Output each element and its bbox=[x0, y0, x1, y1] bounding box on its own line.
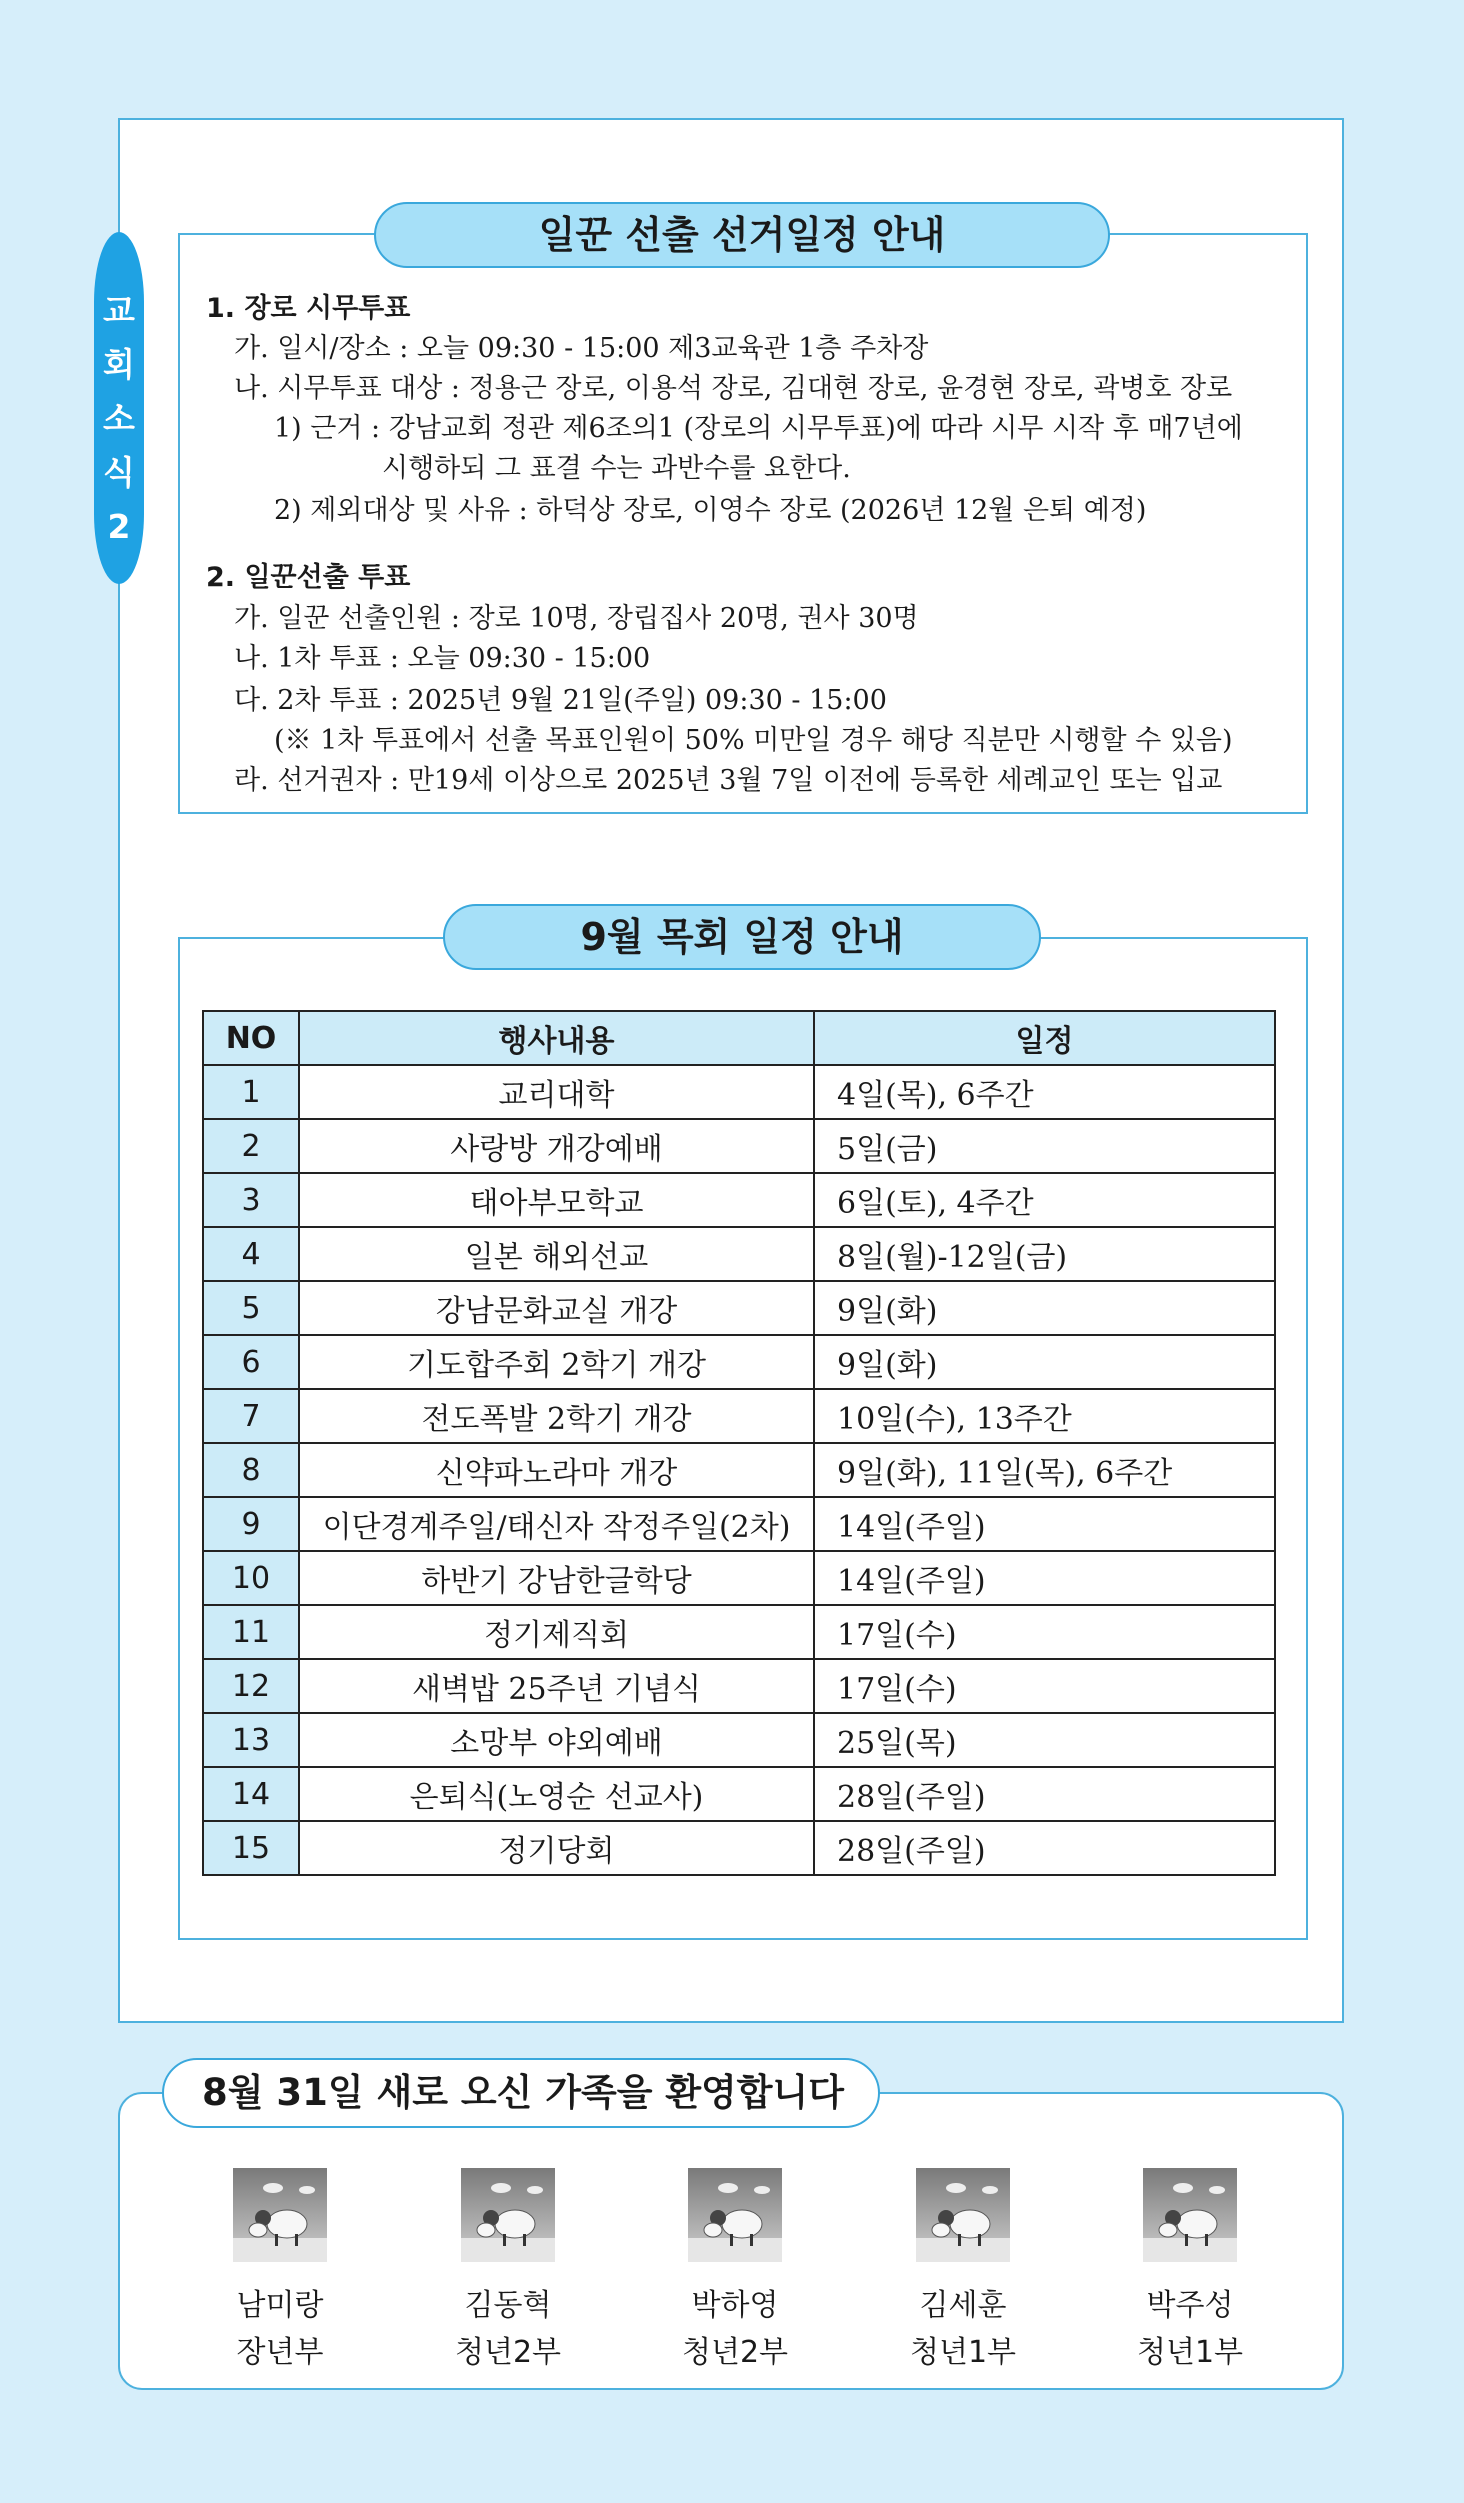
row-date: 14일(주일) bbox=[814, 1497, 1275, 1551]
table-row bbox=[203, 1227, 1275, 1281]
row-no: 10 bbox=[203, 1551, 299, 1605]
row-event: 태아부모학교 bbox=[299, 1173, 814, 1227]
side-tab-char: 2 bbox=[107, 507, 131, 546]
person-name: 김동혁 bbox=[464, 2288, 552, 2323]
election-line: 2) 제외대상 및 사유 : 하덕상 장로, 이영수 장로 (2026년 12월 은퇴 예정) bbox=[274, 495, 1147, 526]
row-event: 정기제직회 bbox=[299, 1605, 814, 1659]
header-date: 일정 bbox=[814, 1011, 1275, 1065]
table-row bbox=[203, 1281, 1275, 1335]
welcome-person bbox=[888, 2168, 1038, 2378]
person-dept: 청년1부 bbox=[1136, 2335, 1244, 2370]
table-row bbox=[203, 1767, 1275, 1821]
row-date: 9일(화) bbox=[814, 1281, 1275, 1335]
row-date: 4일(목), 6주간 bbox=[814, 1065, 1275, 1119]
person-dept: 청년2부 bbox=[454, 2335, 562, 2370]
election-line: 나. 시무투표 대상 : 정용근 장로, 이용석 장로, 김대현 장로, 윤경현 장로, 곽병호 장로 bbox=[234, 373, 1233, 404]
row-event: 소망부 야외예배 bbox=[299, 1713, 814, 1767]
schedule-table bbox=[202, 1010, 1276, 1876]
table-row bbox=[203, 1119, 1275, 1173]
header-event: 행사내용 bbox=[299, 1011, 814, 1065]
table-row bbox=[203, 1659, 1275, 1713]
row-event: 일본 해외선교 bbox=[299, 1227, 814, 1281]
row-no: 3 bbox=[203, 1173, 299, 1227]
election-line: 1) 근거 : 강남교회 정관 제6조의1 (장로의 시무투표)에 따라 시무 시작 후 매7년에 bbox=[274, 413, 1243, 444]
welcome-person bbox=[1115, 2168, 1265, 2378]
welcome-person bbox=[660, 2168, 810, 2378]
sheep-icon bbox=[688, 2168, 782, 2262]
table-row bbox=[203, 1605, 1275, 1659]
row-date: 8일(월)-12일(금) bbox=[814, 1227, 1275, 1281]
welcome-title: 8월 31일 새로 오신 가족을 환영합니다 bbox=[162, 2058, 880, 2128]
row-event: 정기당회 bbox=[299, 1821, 814, 1875]
person-dept: 장년부 bbox=[236, 2335, 324, 2370]
row-no: 9 bbox=[203, 1497, 299, 1551]
row-event: 하반기 강남한글학당 bbox=[299, 1551, 814, 1605]
row-date: 17일(수) bbox=[814, 1659, 1275, 1713]
election-line: 나. 1차 투표 : 오늘 09:30 - 15:00 bbox=[234, 643, 651, 674]
table-row bbox=[203, 1335, 1275, 1389]
table-row bbox=[203, 1551, 1275, 1605]
person-name: 김세훈 bbox=[919, 2288, 1007, 2323]
welcome-person bbox=[205, 2168, 355, 2378]
person-name: 남미랑 bbox=[236, 2288, 324, 2323]
election-line: (※ 1차 투표에서 선출 목표인원이 50% 미만일 경우 해당 직분만 시행할 수 있음) bbox=[274, 725, 1233, 756]
row-date: 5일(금) bbox=[814, 1119, 1275, 1173]
row-no: 7 bbox=[203, 1389, 299, 1443]
table-row bbox=[203, 1443, 1275, 1497]
election-line: 라. 선거권자 : 만19세 이상으로 2025년 3월 7일 이전에 등록한 세례교인 또는 입교 bbox=[234, 765, 1223, 796]
row-no: 13 bbox=[203, 1713, 299, 1767]
row-no: 14 bbox=[203, 1767, 299, 1821]
person-name: 박주성 bbox=[1146, 2288, 1234, 2323]
person-name: 박하영 bbox=[691, 2288, 779, 2323]
row-event: 강남문화교실 개강 bbox=[299, 1281, 814, 1335]
sheep-icon bbox=[461, 2168, 555, 2262]
row-no: 11 bbox=[203, 1605, 299, 1659]
person-dept: 청년2부 bbox=[681, 2335, 789, 2370]
sheep-icon bbox=[1143, 2168, 1237, 2262]
election-section-1-heading: 1. 장로 시무투표 bbox=[206, 293, 411, 324]
row-event: 교리대학 bbox=[299, 1065, 814, 1119]
row-event: 전도폭발 2학기 개강 bbox=[299, 1389, 814, 1443]
row-event: 기도합주회 2학기 개강 bbox=[299, 1335, 814, 1389]
row-event: 새벽밥 25주년 기념식 bbox=[299, 1659, 814, 1713]
side-tab-char: 식 bbox=[103, 453, 135, 492]
person-dept: 청년1부 bbox=[909, 2335, 1017, 2370]
row-date: 9일(화) bbox=[814, 1335, 1275, 1389]
row-no: 15 bbox=[203, 1821, 299, 1875]
sheep-icon bbox=[233, 2168, 327, 2262]
row-date: 28일(주일) bbox=[814, 1821, 1275, 1875]
row-date: 14일(주일) bbox=[814, 1551, 1275, 1605]
row-date: 25일(목) bbox=[814, 1713, 1275, 1767]
row-no: 2 bbox=[203, 1119, 299, 1173]
row-date: 9일(화), 11일(목), 6주간 bbox=[814, 1443, 1275, 1497]
election-line: 가. 일시/장소 : 오늘 09:30 - 15:00 제3교육관 1층 주차장 bbox=[234, 333, 929, 364]
row-event: 사랑방 개강예배 bbox=[299, 1119, 814, 1173]
table-row bbox=[203, 1173, 1275, 1227]
welcome-person bbox=[433, 2168, 583, 2378]
row-no: 8 bbox=[203, 1443, 299, 1497]
row-no: 12 bbox=[203, 1659, 299, 1713]
table-row bbox=[203, 1389, 1275, 1443]
table-row bbox=[203, 1713, 1275, 1767]
table-row bbox=[203, 1497, 1275, 1551]
table-row bbox=[203, 1821, 1275, 1875]
side-tab-char: 교 bbox=[103, 291, 135, 330]
election-section-2-heading: 2. 일꾼선출 투표 bbox=[206, 562, 411, 593]
sheep-icon bbox=[916, 2168, 1010, 2262]
election-title: 일꾼 선출 선거일정 안내 bbox=[374, 202, 1110, 268]
side-tab bbox=[94, 232, 144, 584]
row-event: 이단경계주일/태신자 작정주일(2차) bbox=[299, 1497, 814, 1551]
election-line: 가. 일꾼 선출인원 : 장로 10명, 장립집사 20명, 권사 30명 bbox=[234, 603, 919, 634]
row-no: 4 bbox=[203, 1227, 299, 1281]
election-line: 다. 2차 투표 : 2025년 9월 21일(주일) 09:30 - 15:00 bbox=[234, 685, 887, 716]
table-header-row bbox=[203, 1011, 1275, 1065]
schedule-title: 9월 목회 일정 안내 bbox=[443, 904, 1041, 970]
row-no: 1 bbox=[203, 1065, 299, 1119]
row-date: 6일(토), 4주간 bbox=[814, 1173, 1275, 1227]
side-tab-char: 회 bbox=[103, 345, 135, 384]
row-date: 10일(수), 13주간 bbox=[814, 1389, 1275, 1443]
row-event: 은퇴식(노영순 선교사) bbox=[299, 1767, 814, 1821]
row-date: 28일(주일) bbox=[814, 1767, 1275, 1821]
header-no: NO bbox=[203, 1011, 299, 1065]
row-date: 17일(수) bbox=[814, 1605, 1275, 1659]
row-event: 신약파노라마 개강 bbox=[299, 1443, 814, 1497]
side-tab-char: 소 bbox=[103, 399, 135, 438]
row-no: 5 bbox=[203, 1281, 299, 1335]
table-row bbox=[203, 1065, 1275, 1119]
row-no: 6 bbox=[203, 1335, 299, 1389]
election-line: 시행하되 그 표결 수는 과반수를 요한다. bbox=[382, 453, 851, 484]
